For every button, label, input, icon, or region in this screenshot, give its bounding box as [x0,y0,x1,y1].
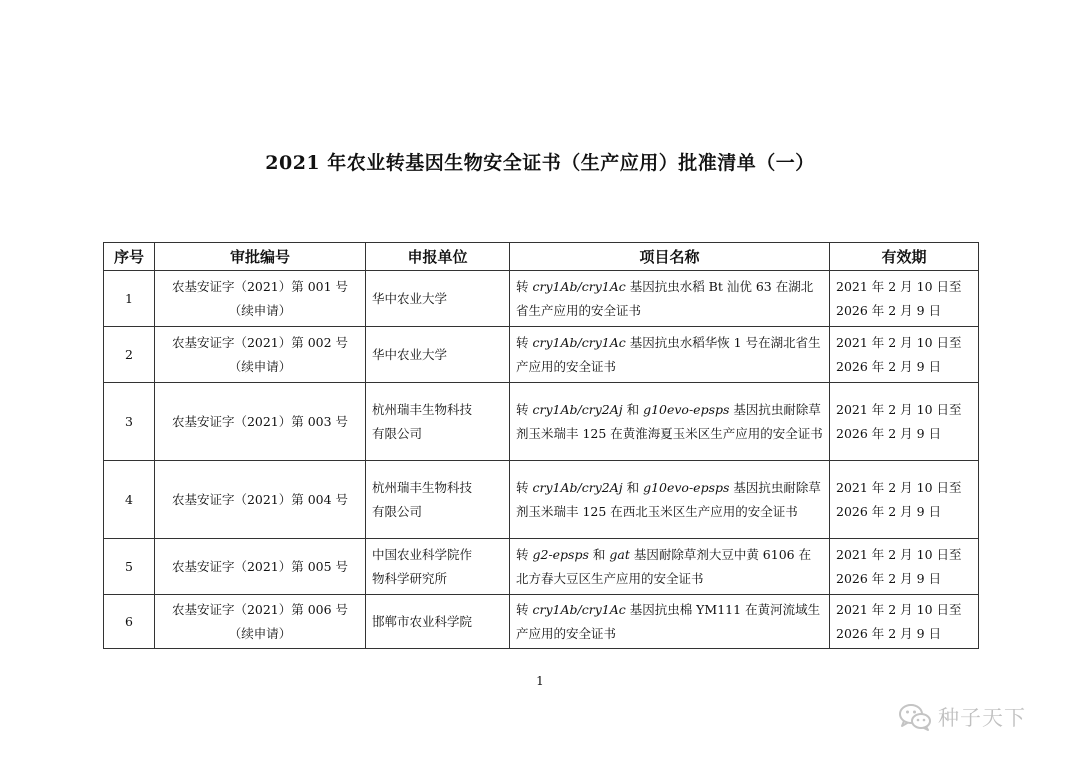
project-text: 转 [516,401,533,417]
cell-seq: 5 [104,539,155,595]
cert-no-line: 农基安证字（2021）第 001 号 [171,278,349,294]
table-body [104,271,979,649]
validity-line: 2021 年 2 月 10 日至 [836,546,962,562]
cell-cert-no [155,271,366,327]
validity-line: 2026 年 2 月 9 日 [836,503,942,519]
header-seq: 序号 [104,243,155,271]
cell-project [510,595,830,649]
cell-project [510,383,830,461]
approval-list-table [103,242,979,649]
cell-validity [830,539,979,595]
unit-line: 华中农业大学 [372,346,448,362]
project-text: 和 [588,546,610,562]
document-title: 2021 年农业转基因生物安全证书（生产应用）批准清单（一） [265,152,815,174]
unit-line: 杭州瑞丰生物科技 [372,479,473,495]
header-cert-no: 审批编号 [155,243,366,271]
wechat-icon [898,702,932,732]
project-text: 转 [516,278,533,294]
gene-name: cry1Ab/cry2Aj [532,479,623,495]
unit-line: 邯郸市农业科学院 [372,613,473,629]
gene-name: cry1Ab/cry1Ac [532,278,626,294]
cell-cert-no [155,461,366,539]
project-text: 基因抗虫耐除草剂玉米瑞丰 125 在黄淮海夏玉米区生产应用的安全证书 [516,401,823,441]
cell-project [510,461,830,539]
unit-line: 中国农业科学院作 [372,546,473,562]
project-text: 基因抗虫耐除草剂玉米瑞丰 125 在西北玉米区生产应用的安全证书 [516,479,821,519]
cert-no-line: （续申请） [228,625,292,641]
cell-unit [366,271,510,327]
validity-line: 2021 年 2 月 10 日至 [836,479,962,495]
header-unit: 申报单位 [366,243,510,271]
cell-unit [366,539,510,595]
table-row [104,539,979,595]
cell-unit [366,595,510,649]
validity-line: 2026 年 2 月 9 日 [836,425,942,441]
watermark [898,700,1026,734]
cell-project [510,271,830,327]
gene-name: g10evo-epsps [643,401,730,417]
unit-line: 物科学研究所 [372,570,448,586]
cert-no-line: 农基安证字（2021）第 003 号 [171,413,349,429]
project-text: 和 [622,401,644,417]
cell-cert-no [155,327,366,383]
project-text: 转 [516,546,533,562]
cert-no-line: 农基安证字（2021）第 002 号 [171,334,349,350]
cell-unit [366,327,510,383]
validity-line: 2026 年 2 月 9 日 [836,625,942,641]
validity-line: 2021 年 2 月 10 日至 [836,601,962,617]
gene-name: g2-epsps [532,546,589,562]
gene-name: cry1Ab/cry1Ac [532,334,626,350]
cell-cert-no [155,595,366,649]
cert-no-line: 农基安证字（2021）第 006 号 [171,601,349,617]
table-row [104,271,979,327]
cell-seq: 1 [104,271,155,327]
cert-no-line: （续申请） [228,302,292,318]
table-row [104,327,979,383]
gene-name: cry1Ab/cry1Ac [532,601,626,617]
gene-name: gat [609,546,630,562]
cell-validity [830,461,979,539]
validity-line: 2021 年 2 月 10 日至 [836,334,962,350]
cert-no-line: （续申请） [228,358,292,374]
cell-project [510,327,830,383]
validity-line: 2026 年 2 月 9 日 [836,358,942,374]
cell-validity [830,383,979,461]
header-project: 项目名称 [510,243,830,271]
cell-cert-no [155,383,366,461]
validity-line: 2026 年 2 月 9 日 [836,302,942,318]
cell-validity [830,271,979,327]
project-text: 基因耐除草剂大豆中黄 6106 在北方春大豆区生产应用的安全证书 [516,546,812,586]
cell-validity [830,595,979,649]
project-text: 转 [516,601,533,617]
project-text: 转 [516,334,533,350]
project-text: 基因抗虫水稻 Bt 汕优 63 在湖北省生产应用的安全证书 [516,278,814,318]
unit-line: 华中农业大学 [372,290,448,306]
cell-seq: 2 [104,327,155,383]
unit-line: 有限公司 [372,425,423,441]
cell-cert-no [155,539,366,595]
cell-unit [366,461,510,539]
table-header-row [104,243,979,271]
cell-seq: 4 [104,461,155,539]
project-text: 基因抗虫水稻华恢 1 号在湖北省生产应用的安全证书 [516,334,821,374]
cell-seq: 6 [104,595,155,649]
validity-line: 2026 年 2 月 9 日 [836,570,942,586]
table-row [104,595,979,649]
validity-line: 2021 年 2 月 10 日至 [836,401,962,417]
project-text: 和 [622,479,644,495]
cert-no-line: 农基安证字（2021）第 004 号 [171,491,349,507]
cell-unit [366,383,510,461]
cell-seq: 3 [104,383,155,461]
table-row [104,461,979,539]
project-text: 基因抗虫棉 YM111 在黄河流域生产应用的安全证书 [516,601,821,641]
watermark-text: 种子天下 [938,706,1026,730]
validity-line: 2021 年 2 月 10 日至 [836,278,962,294]
unit-line: 杭州瑞丰生物科技 [372,401,473,417]
cell-project [510,539,830,595]
page-number: 1 [536,674,544,688]
cert-no-line: 农基安证字（2021）第 005 号 [171,558,349,574]
table-row [104,383,979,461]
gene-name: cry1Ab/cry2Aj [532,401,623,417]
gene-name: g10evo-epsps [643,479,730,495]
cell-validity [830,327,979,383]
unit-line: 有限公司 [372,503,423,519]
header-validity: 有效期 [830,243,979,271]
project-text: 转 [516,479,533,495]
